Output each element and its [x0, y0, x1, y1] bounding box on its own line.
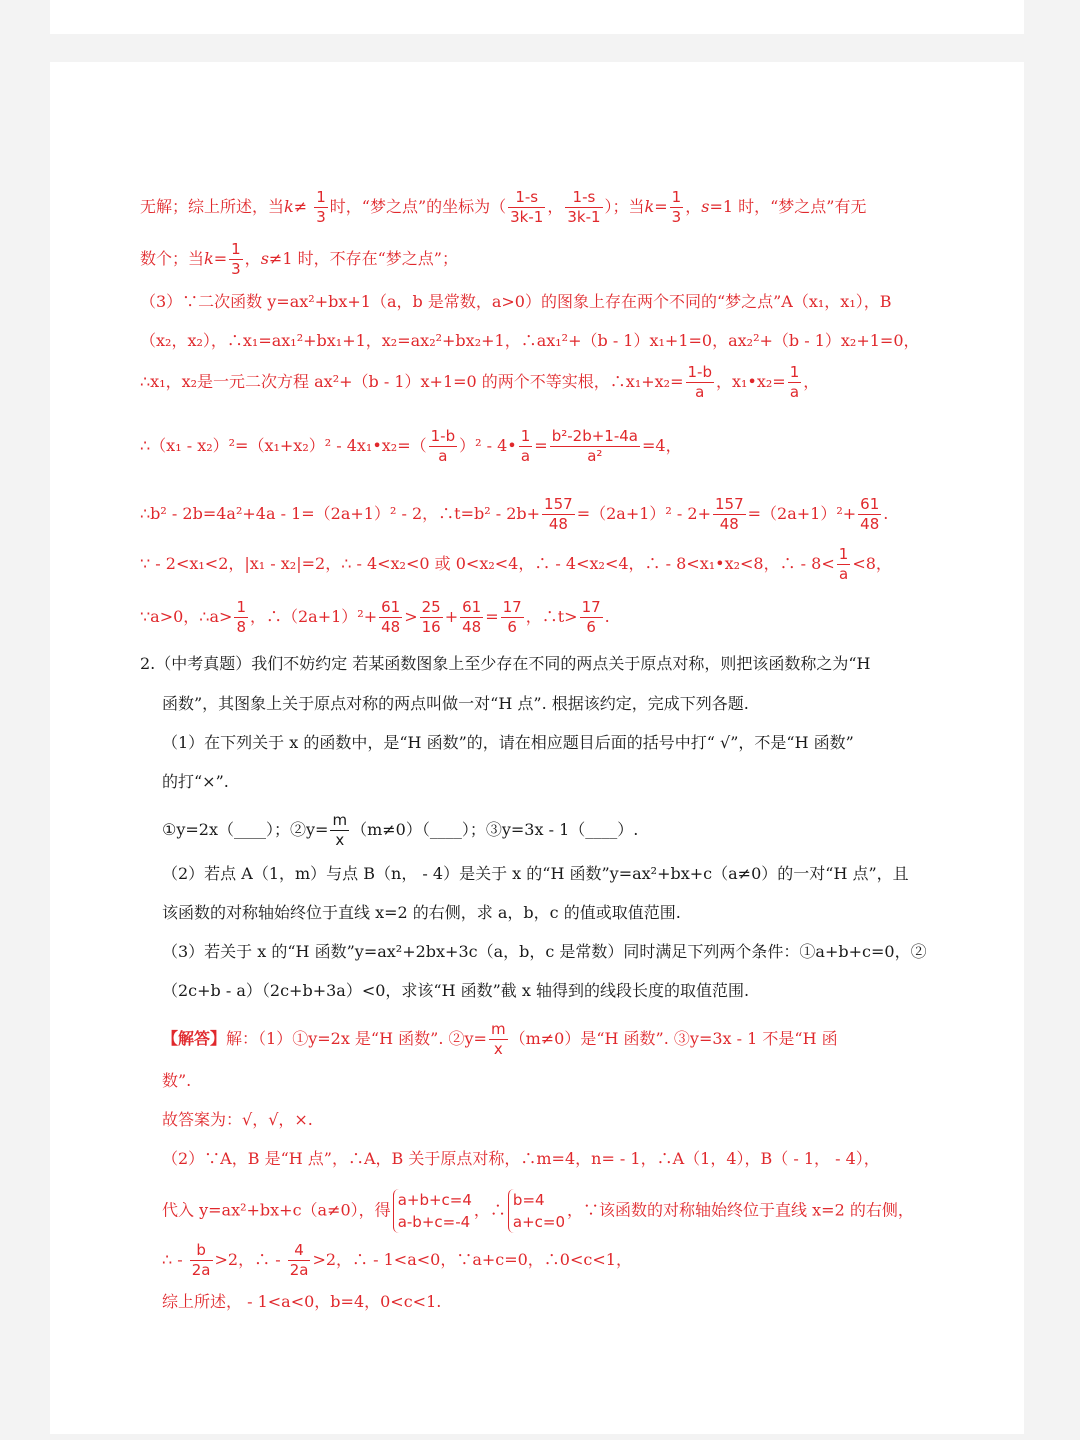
text-run: = — [654, 197, 668, 216]
fraction: $\frac{157}{48}$ — [714, 495, 744, 533]
text-run: ≠1 时，不存在“梦之点”； — [268, 249, 458, 268]
problem-2-part-2: （2）若点 A（1，m）与点 B（n， - 4）是关于 x 的“H 函数”y=ax²+bx+c（a≠0）的一对“H 点”，且 — [162, 864, 909, 883]
text-run: = — [534, 436, 548, 455]
text-run: ，∴（2a+1）²+ — [249, 607, 378, 626]
fraction: $\frac{17}{6}$ — [581, 598, 601, 636]
text-run: = — [213, 249, 228, 268]
fraction: $\frac{b}{2a}$ — [191, 1241, 211, 1279]
answer-tag: 【解答】 — [162, 1029, 227, 1048]
text-run: ①y=2x（____）；②y= — [162, 820, 329, 839]
text-run: ， — [547, 197, 564, 216]
text-run: =4， — [641, 436, 682, 455]
text-run: ，∵该函数的对称轴始终位于直线 x=2 的右侧， — [567, 1200, 914, 1220]
text-run: <8， — [852, 554, 892, 573]
solution-line-5 — [140, 364, 819, 401]
text-run: > — [404, 607, 418, 626]
text-run: k — [204, 249, 214, 268]
fraction: $\frac{25}{16}$ — [421, 598, 441, 636]
text-run: >2，∴ - 1<a<0，∵a+c=0，∴0<c<1， — [312, 1250, 632, 1269]
text-run: =1 时，“梦之点”有无 — [709, 197, 867, 216]
fraction: $\frac{1}{a}$ — [838, 545, 849, 583]
problem-2-functions — [162, 812, 638, 849]
text-run: ， — [803, 372, 820, 391]
text-run: ）；当 — [604, 197, 645, 216]
solution-line-7 — [140, 496, 888, 533]
answer-line-1 — [162, 1021, 838, 1058]
text-run: ∴（x₁ - x₂）²=（x₁+x₂）² - 4x₁•x₂=（ — [140, 436, 427, 455]
equation-system: a+b+c=4 a-b+c=-4 — [393, 1189, 472, 1233]
text-run: ∴b² - 2b=4a²+4a - 1=（2a+1）² - 2，∴t=b² - 2b+ — [140, 504, 541, 523]
text-run: ≠ — [293, 197, 308, 216]
solution-line-1 — [140, 189, 866, 226]
previous-page-strip — [50, 0, 1024, 34]
fraction: $\frac{61}{48}$ — [381, 598, 401, 636]
answer-line-7: 综上所述， - 1<a<0，b=4，0<c<1. — [162, 1292, 442, 1311]
solution-line-4: （x₂，x₂），∴x₁=ax₁²+bx₁+1，x₂=ax₂²+bx₂+1，∴ax₁²+（b - 1）x₁+1=0，ax₂²+（b - 1）x₂+1=0， — [140, 331, 920, 350]
answer-line-5 — [162, 1189, 914, 1233]
text-run: ∴ - — [162, 1250, 188, 1269]
answer-line-4: （2）∵A，B 是“H 点”，∴A，B 关于原点对称，∴m=4，n= - 1，∴A（1，4），B（ - 1， - 4）， — [162, 1149, 880, 1168]
text-run: 时，“梦之点”的坐标为（ — [329, 197, 507, 216]
problem-2-line-1: 2.（中考真题）我们不妨约定 若某函数图象上至少存在不同的两点关于原点对称，则把该函数称之为“H — [140, 654, 871, 673]
text-run: 解：（1）①y=2x 是“H 函数”. ②y= — [226, 1029, 487, 1048]
text-run: k — [644, 197, 655, 216]
fraction: $\frac{17}{6}$ — [502, 598, 522, 636]
text-run: ， — [244, 249, 261, 268]
text-run: =（2a+1）² - 2+ — [576, 504, 711, 523]
problem-2-part-3: （3）若关于 x 的“H 函数”y=ax²+2bx+3c（a，b，c 是常数）同时满足下列两个条件：①a+b+c=0，② — [162, 942, 927, 961]
fraction: $\frac{1-b}{a}$ — [687, 363, 712, 401]
text-run: + — [444, 607, 459, 626]
fraction: $\frac{4}{2a}$ — [289, 1241, 309, 1279]
text-run: ∵ - 2<x₁<2，|x₁ - x₂|=2，∴ - 4<x₂<0 或 0<x₂<4，∴ - 4<x₂<4，∴ - 8<x₁•x₂<8，∴ - 8< — [140, 554, 835, 573]
text-run: = — [485, 607, 499, 626]
answer-line-2: 数”. — [162, 1071, 192, 1090]
fraction: $\frac{61}{48}$ — [462, 598, 482, 636]
fraction: $\frac{1-b}{a}$ — [430, 427, 456, 465]
text-run: （m≠0）是“H 函数”. ③y=3x - 1 不是“H 函 — [509, 1029, 838, 1048]
fraction: $\frac{1}{3}$ — [671, 188, 682, 226]
text-run: 无解；综上所述，当 — [140, 197, 285, 216]
fraction: $\frac{m}{x}$ — [332, 811, 348, 849]
fraction: $\frac{1}{a}$ — [520, 427, 531, 465]
problem-2-part-3-cont: （2c+b - a）（2c+b+3a）<0，求该“H 函数”截 x 轴得到的线段长度的取值范围. — [162, 981, 750, 1000]
text-run: s — [260, 249, 269, 268]
fraction: $\frac{1}{8}$ — [236, 598, 246, 636]
document-page — [50, 62, 1024, 1434]
fraction: $\frac{1}{3}$ — [316, 188, 326, 226]
text-run: s — [701, 197, 710, 216]
fraction: $\frac{1}{3}$ — [231, 240, 241, 278]
equation-system: b=4 a+c=0 — [508, 1189, 565, 1233]
fraction: $\frac{61}{48}$ — [860, 495, 880, 533]
solution-line-2 — [140, 241, 458, 278]
solution-line-8 — [140, 546, 892, 583]
text-run: k — [284, 197, 294, 216]
text-run: 代入 y=ax²+bx+c（a≠0），得 — [162, 1200, 391, 1220]
problem-2-part-1-cont: 的打“×”. — [162, 772, 229, 791]
solution-line-9 — [140, 599, 610, 636]
fraction: $\frac{\text{b²-2b+1-4a}}{\text{a²}}$ — [551, 427, 638, 465]
fraction: $\frac{1-s}{3k-1}$ — [510, 188, 544, 226]
text-run: （m≠0）（____）；③y=3x - 1（____）. — [351, 820, 639, 839]
problem-2-part-2-cont: 该函数的对称轴始终位于直线 x=2 的右侧，求 a，b，c 的值或取值范围. — [162, 903, 681, 922]
text-run: . — [883, 504, 889, 523]
text-run: . — [604, 607, 610, 626]
text-run: ∴x₁，x₂是一元二次方程 ax²+（b - 1）x+1=0 的两个不等实根，∴x₁+x₂= — [140, 372, 684, 391]
text-run: ，∴ — [473, 1200, 506, 1220]
text-run: =（2a+1）²+ — [747, 504, 857, 523]
problem-2-part-1: （1）在下列关于 x 的函数中，是“H 函数”的，请在相应题目后面的括号中打“ √”，不是“H 函数” — [162, 733, 854, 752]
text-run: ，x₁•x₂= — [715, 372, 786, 391]
text-run: 数个；当 — [140, 249, 205, 268]
text-run: ）² - 4• — [459, 436, 517, 455]
solution-line-6 — [140, 428, 682, 465]
problem-2-line-2: 函数”，其图象上关于原点对称的两点叫做一对“H 点”. 根据该约定，完成下列各题. — [162, 694, 749, 713]
text-run: ∵a>0，∴a> — [140, 607, 233, 626]
fraction: $\frac{157}{48}$ — [544, 495, 573, 533]
fraction: $\frac{1}{a}$ — [789, 363, 800, 401]
answer-line-3: 故答案为：√，√，×. — [162, 1110, 313, 1129]
text-run: ， — [685, 197, 702, 216]
fraction: $\frac{m}{x}$ — [490, 1020, 506, 1058]
answer-line-6 — [162, 1242, 632, 1279]
text-run: >2，∴ - — [214, 1250, 286, 1269]
text-run: ，∴t> — [525, 607, 578, 626]
fraction: $\frac{1-s}{3k-1}$ — [567, 188, 601, 226]
solution-line-3: （3）∵二次函数 y=ax²+bx+1（a，b 是常数，a>0）的图象上存在两个不同的“梦之点”A（x₁，x₁），B — [140, 292, 892, 311]
